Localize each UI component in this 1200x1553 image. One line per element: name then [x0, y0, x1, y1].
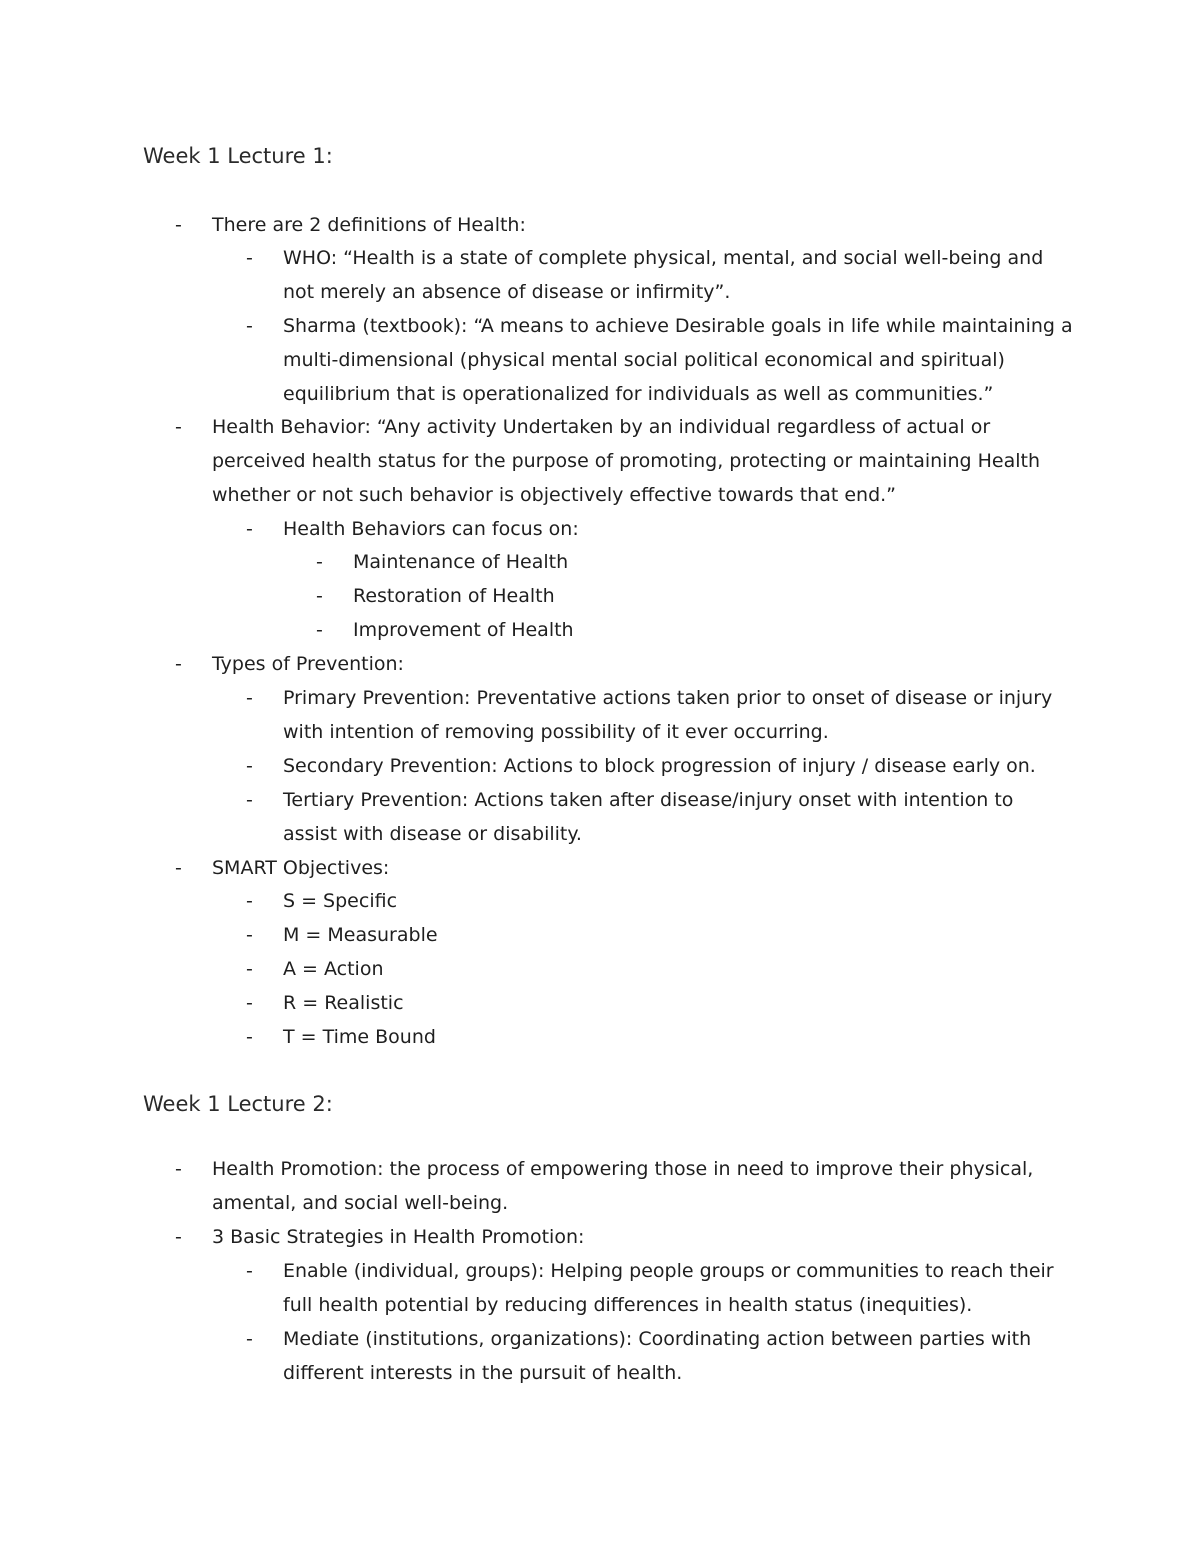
list-item-text: M = Measurable	[283, 924, 438, 946]
bullet-dash: -	[246, 789, 253, 811]
list-item-text: Maintenance of Health	[353, 551, 569, 573]
list-item-text: Restoration of Health	[353, 585, 555, 607]
list-item	[316, 579, 1073, 613]
list-item	[175, 1152, 1072, 1220]
list-item-text: There are 2 definitions of Health:	[212, 214, 526, 236]
list-item-text: Health Promotion: the process of empowering those in need to improve their physical, amental, and social well-being.	[212, 1158, 1034, 1214]
list-item-text: Mediate (institutions, organizations): Coordinating action between parties with different interests in the pursuit of health.	[283, 1328, 1032, 1384]
list-item-text: Primary Prevention: Preventative actions taken prior to onset of disease or injury with intention of removing possibility of it ever occurring.	[283, 687, 1053, 743]
bullet-dash: -	[246, 755, 253, 777]
list-item	[246, 918, 1073, 952]
list-item	[246, 681, 1073, 749]
list-item	[316, 545, 1073, 579]
list-item	[246, 783, 1073, 851]
list-item	[175, 1220, 1072, 1254]
list-item	[246, 241, 1073, 309]
list-item	[175, 851, 1072, 885]
bullet-dash: -	[246, 1260, 253, 1282]
list-item-text: T = Time Bound	[283, 1026, 436, 1048]
list-item-text: Health Behaviors can focus on:	[283, 518, 579, 540]
bullet-dash: -	[175, 857, 182, 879]
list-item-text: A = Action	[283, 958, 384, 980]
list-item-text: Sharma (textbook): “A means to achieve Desirable goals in life while maintaining a multi-dimensional (physical mental social political economical and spiritual) equilibrium that is operationalized for individuals as well as communities.”	[283, 315, 1073, 405]
list-item	[246, 512, 1073, 546]
list-item	[246, 309, 1073, 411]
bullet-dash: -	[316, 551, 323, 573]
bullet-dash: -	[316, 619, 323, 641]
list-item	[246, 884, 1073, 918]
list-item-text: 3 Basic Strategies in Health Promotion:	[212, 1226, 585, 1248]
list-item-text: WHO: “Health is a state of complete physical, mental, and social well-being and not merely an absence of disease or infirmity”.	[283, 247, 1044, 303]
bullet-dash: -	[246, 1328, 253, 1350]
list-item	[246, 1020, 1073, 1054]
section-heading-week1-lecture2: Week 1 Lecture 2:	[143, 1092, 333, 1116]
list-item	[246, 986, 1073, 1020]
list-item-text: Health Behavior: “Any activity Undertaken by an individual regardless of actual or perceived health status for the purpose of promoting, protecting or maintaining Health whether or not such behavior is objectively effective towards that end.”	[212, 416, 1040, 506]
bullet-dash: -	[246, 992, 253, 1014]
list-item	[246, 749, 1073, 783]
bullet-dash: -	[175, 1158, 182, 1180]
bullet-dash: -	[246, 1026, 253, 1048]
list-item-text: R = Realistic	[283, 992, 404, 1014]
bullet-dash: -	[246, 315, 253, 337]
bullet-dash: -	[246, 518, 253, 540]
list-item-text: S = Specific	[283, 890, 398, 912]
bullet-dash: -	[246, 687, 253, 709]
bullet-dash: -	[175, 1226, 182, 1248]
bullet-dash: -	[246, 924, 253, 946]
list-item-text: Improvement of Health	[353, 619, 574, 641]
list-item-text: Secondary Prevention: Actions to block progression of injury / disease early on.	[283, 755, 1036, 777]
bullet-dash: -	[246, 890, 253, 912]
list-item	[175, 410, 1072, 512]
bullet-dash: -	[175, 416, 182, 438]
list-item	[316, 613, 1073, 647]
list-item-text: SMART Objectives:	[212, 857, 390, 879]
list-item	[246, 952, 1073, 986]
list-item-text: Types of Prevention:	[212, 653, 404, 675]
list-item	[246, 1254, 1073, 1322]
list-item-text: Tertiary Prevention: Actions taken after disease/injury onset with intention to assist with disease or disability.	[283, 789, 1014, 845]
list-item	[175, 647, 1072, 681]
list-item	[246, 1322, 1073, 1390]
bullet-dash: -	[175, 653, 182, 675]
bullet-dash: -	[246, 247, 253, 269]
bullet-dash: -	[175, 214, 182, 236]
bullet-dash: -	[246, 958, 253, 980]
list-item	[175, 208, 1072, 242]
section-heading-week1-lecture1: Week 1 Lecture 1:	[143, 144, 333, 168]
list-item-text: Enable (individual, groups): Helping people groups or communities to reach their full health potential by reducing differences in health status (inequities).	[283, 1260, 1054, 1316]
bullet-dash: -	[316, 585, 323, 607]
